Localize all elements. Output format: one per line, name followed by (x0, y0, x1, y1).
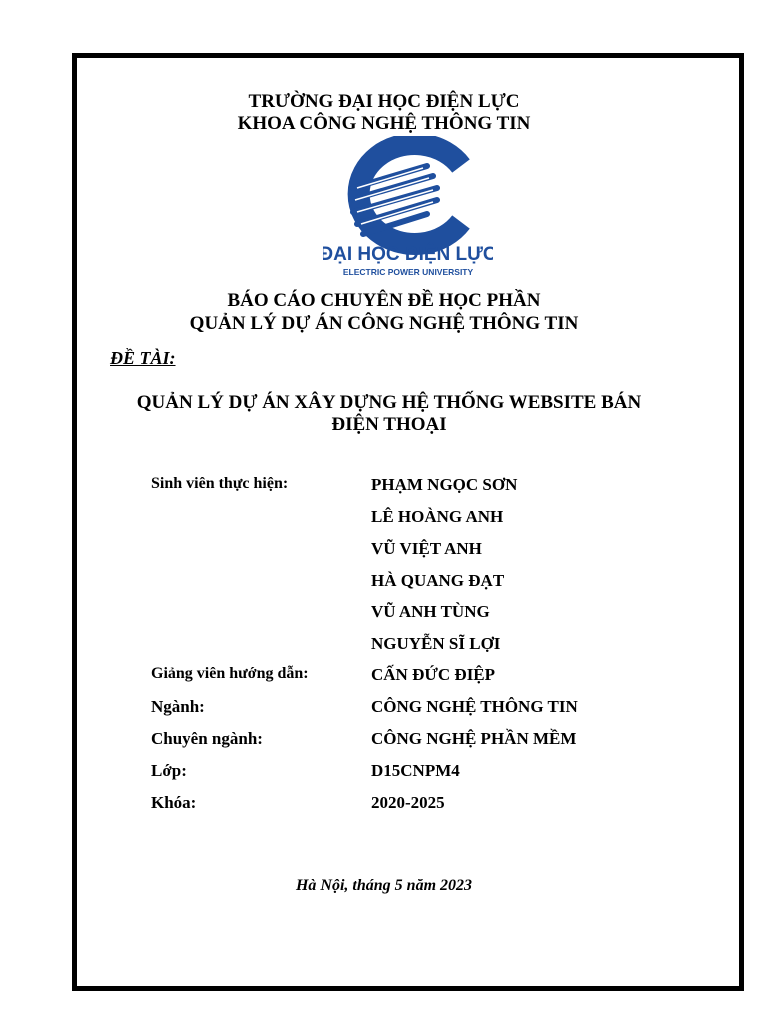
student-name: VŨ VIỆT ANH (371, 539, 482, 558)
topic-label: ĐỀ TÀI: (110, 348, 176, 368)
topic-title (100, 392, 678, 436)
class-label: Lớp: (151, 761, 187, 780)
topic-title-line2: ĐIỆN THOẠI (331, 414, 447, 435)
student-name: VŨ ANH TÙNG (371, 602, 490, 621)
specialization-label: Chuyên ngành: (151, 729, 263, 748)
logo-english-text: ELECTRIC POWER UNIVERSITY (342, 267, 474, 277)
faculty-name: KHOA CÔNG NGHỆ THÔNG TIN (237, 113, 531, 134)
major-label: Ngành: (151, 697, 205, 716)
report-title-line1: BÁO CÁO CHUYÊN ĐỀ HỌC PHẦN (227, 290, 541, 311)
advisor-name: CẤN ĐỨC ĐIỆP (371, 665, 496, 684)
class-value: D15CNPM4 (371, 761, 460, 780)
course-value: 2020-2025 (371, 793, 445, 812)
course-label: Khóa: (151, 793, 197, 812)
student-name: HÀ QUANG ĐẠT (371, 571, 505, 590)
university-logo (323, 136, 493, 280)
epu-logo-icon (323, 136, 493, 280)
report-title-line2: QUẢN LÝ DỰ ÁN CÔNG NGHỆ THÔNG TIN (189, 313, 579, 334)
student-name: NGUYỄN SĨ LỢI (371, 634, 501, 653)
advisor-label: Giảng viên hướng dẫn: (151, 665, 309, 682)
student-name: LÊ HOÀNG ANH (371, 507, 504, 526)
place-date: Hà Nội, tháng 5 năm 2023 (295, 877, 473, 894)
major-value: CÔNG NGHỆ THÔNG TIN (371, 697, 578, 716)
logo-name-text: ĐẠI HỌC ĐIỆN LỰC (323, 244, 493, 265)
specialization-value: CÔNG NGHỆ PHẦN MỀM (371, 729, 577, 748)
student-name: PHẠM NGỌC SƠN (371, 475, 518, 494)
university-name: TRƯỜNG ĐẠI HỌC ĐIỆN LỰC (248, 91, 520, 112)
students-label: Sinh viên thực hiện: (151, 475, 289, 492)
topic-title-line1: QUẢN LÝ DỰ ÁN XÂY DỰNG HỆ THỐNG WEBSITE BÁN (136, 392, 642, 413)
